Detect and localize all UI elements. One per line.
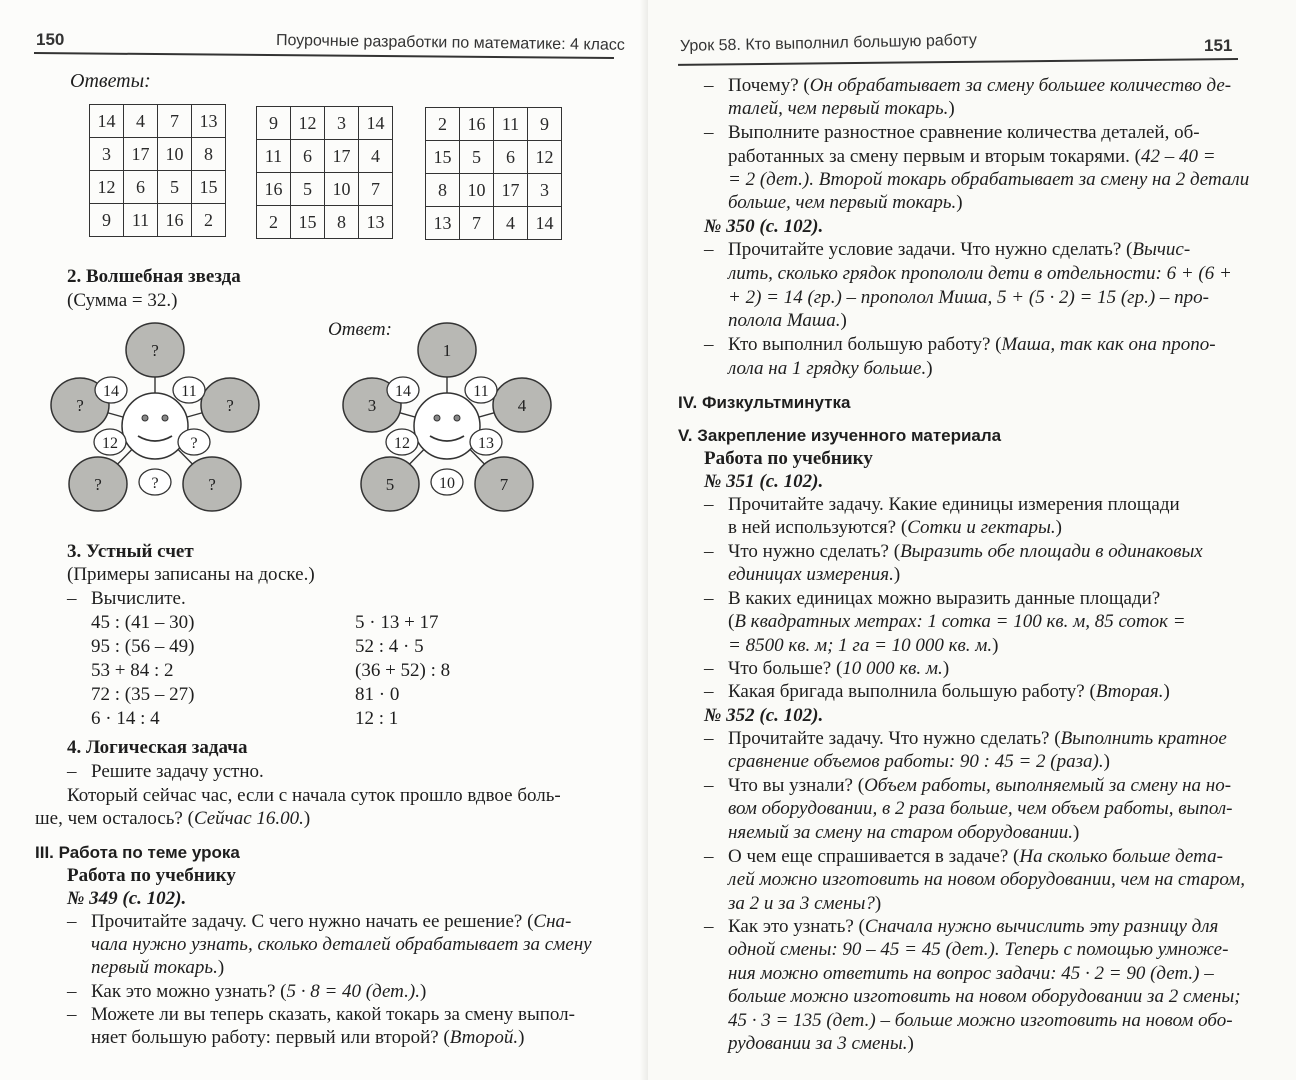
- magic-square-cell: 13: [192, 105, 226, 138]
- star-outer-value: ?: [76, 396, 84, 415]
- section-v-title: V. Закрепление изученного материала: [678, 426, 1002, 445]
- section-3-title: 3. Устный счет: [67, 541, 194, 562]
- running-head: Поурочные разработки по математике: 4 класс: [275, 32, 625, 54]
- star-outer-value: 5: [385, 475, 395, 494]
- magic-square-row: [426, 108, 562, 141]
- magic-square-row: [426, 174, 562, 207]
- magic-square-cell: 14: [528, 207, 562, 240]
- magic-square-2: [256, 106, 393, 239]
- magic-square-cell: 10: [460, 174, 494, 207]
- expression: (36 + 52) : 8: [355, 660, 451, 681]
- section-2-title: 2. Волшебная звезда: [67, 266, 241, 287]
- task-351-q2-end: единицах измерения.): [728, 564, 901, 585]
- star-answer-diagram: [342, 322, 552, 522]
- section-2-note: (Сумма = 32.): [67, 290, 178, 311]
- task-349-q1-end: первый токарь.): [91, 957, 225, 978]
- expression: 81 · 0: [355, 684, 400, 705]
- star-inner-value: 12: [102, 435, 118, 452]
- magic-square-cell: 16: [460, 108, 494, 141]
- task-352-q2-2: вом оборудовании, в 2 раза больше, чем объем работы, выпол-: [728, 798, 1233, 819]
- magic-square-cell: 14: [359, 107, 393, 140]
- task-350-q1-2: лить, сколько грядок пропололи дети в отдельности: 6 + (6 +: [728, 263, 1232, 284]
- magic-square-cell: 6: [124, 171, 158, 204]
- smiley-face: [414, 393, 480, 459]
- star-inner-value: 10: [439, 475, 455, 492]
- task-349-q1-cont: чала нужно узнать, сколько деталей обрабатывает за смену: [91, 934, 592, 955]
- magic-square-row: [90, 171, 226, 204]
- star-outer-value: ?: [226, 396, 234, 415]
- diff-comparison-2: работанных за смену первым и вторым токарями. (42 – 40 =: [728, 146, 1216, 167]
- magic-square-cell: 12: [528, 141, 562, 174]
- magic-square-cell: 11: [124, 204, 158, 237]
- task-351-q1-end: в ней используются? (Сотки и гектары.): [728, 517, 1062, 538]
- magic-square-cell: 13: [426, 207, 460, 240]
- expression: 72 : (35 – 27): [91, 684, 195, 705]
- task-352-q3-3: за 2 и за 3 смены?): [728, 893, 882, 914]
- expression: 12 : 1: [355, 708, 399, 729]
- star-outer-value: 3: [367, 396, 377, 415]
- task-352-q3: – О чем еще спрашивается в задаче? (На сколько больше дета-: [704, 846, 1223, 867]
- magic-square-cell: 4: [124, 105, 158, 138]
- star-outer-value: ?: [94, 475, 102, 494]
- star-outer-value: 1: [442, 341, 452, 360]
- section-4-prompt: – Решите задачу устно.: [67, 761, 264, 782]
- magic-square-cell: 11: [494, 108, 528, 141]
- star-inner-value: ?: [151, 475, 159, 492]
- section-4-title: 4. Логическая задача: [67, 737, 248, 758]
- section-3-note: (Примеры записаны на доске.): [67, 564, 315, 585]
- task-351-q5: – Какая бригада выполнила большую работу? (Вторая.): [704, 681, 1170, 702]
- why-question: – Почему? (Он обрабатывает за смену большее количество де-: [704, 75, 1232, 96]
- section-iii-title: III. Работа по теме урока: [35, 843, 240, 862]
- section-v-subtitle: Работа по учебнику: [704, 448, 873, 469]
- task-352-q3-2: лей можно изготовить на новом оборудовании, чем на старом,: [728, 869, 1246, 890]
- magic-square-cell: 13: [359, 206, 393, 239]
- magic-square-cell: 7: [158, 105, 192, 138]
- task-352-q4-5: 45 · 3 = 135 (дет.) – больше можно изготовить на новом обо-: [728, 1010, 1233, 1031]
- task-352-q4-3: ния можно ответить на вопрос задачи: 45 · 2 = 90 (дет.) –: [728, 963, 1214, 984]
- star-inner-value: 11: [181, 383, 197, 400]
- magic-square-cell: 7: [460, 207, 494, 240]
- magic-square-cell: 8: [192, 138, 226, 171]
- magic-square-cell: 9: [90, 204, 124, 237]
- smiley-face: [122, 393, 188, 459]
- task-352-q2: – Что вы узнали? (Объем работы, выполняемый за смену на но-: [704, 775, 1232, 796]
- task-350-q2-end: лола на 1 грядку больше.): [728, 358, 933, 379]
- magic-square-row: [257, 173, 393, 206]
- task-351-q4: – Что больше? (10 000 кв. м.): [704, 658, 950, 679]
- star-outer-value: ?: [151, 341, 159, 360]
- task-349-q3-end: няет большую работу: первый или второй? (Второй.): [91, 1027, 525, 1048]
- task-352-q4-4: больше можно изготовить на новом оборудовании за 2 смены;: [728, 986, 1241, 1007]
- magic-square-cell: 17: [325, 140, 359, 173]
- task-352-title: № 352 (с. 102).: [704, 705, 824, 726]
- expression: 5 · 13 + 17: [355, 612, 439, 633]
- diff-comparison-3: = 2 (дет.). Второй токарь обрабатывает за смену на 2 детали: [728, 169, 1250, 190]
- star-inner-value: 14: [103, 383, 119, 400]
- magic-square-cell: 12: [90, 171, 124, 204]
- task-351-q3-3: = 8500 кв. м; 1 га = 10 000 кв. м.): [728, 635, 999, 656]
- magic-square-row: [426, 207, 562, 240]
- task-349-q2: – Как это можно узнать? (5 · 8 = 40 (дет.).): [67, 981, 427, 1002]
- magic-square-cell: 10: [325, 173, 359, 206]
- section-4-line1: Который сейчас час, если с начала суток прошло вдвое боль-: [67, 785, 561, 806]
- task-352-q4-2: одной смены: 90 – 45 = 45 (дет.). Теперь с помощью умноже-: [728, 939, 1229, 960]
- magic-square-row: [257, 206, 393, 239]
- magic-square-row: [257, 140, 393, 173]
- magic-square-cell: 16: [158, 204, 192, 237]
- magic-square-cell: 5: [460, 141, 494, 174]
- task-350-q2: – Кто выполнил большую работу? (Маша, так как она пропо-: [704, 334, 1216, 355]
- task-349-q1: – Прочитайте задачу. С чего нужно начать ее решение? (Сна-: [67, 911, 572, 932]
- section-4-line2: ше, чем осталось? (Сейчас 16.00.): [35, 808, 311, 829]
- magic-square-cell: 2: [192, 204, 226, 237]
- magic-square-cell: 3: [90, 138, 124, 171]
- magic-square-cell: 5: [158, 171, 192, 204]
- magic-square-cell: 4: [494, 207, 528, 240]
- task-351-q1: – Прочитайте задачу. Какие единицы измерения площади: [704, 494, 1180, 515]
- magic-square-cell: 4: [359, 140, 393, 173]
- magic-square-cell: 8: [426, 174, 460, 207]
- magic-square-cell: 9: [257, 107, 291, 140]
- magic-square-cell: 15: [192, 171, 226, 204]
- magic-square-cell: 3: [528, 174, 562, 207]
- task-351-q3-2: (В квадратных метрах: 1 сотка = 100 кв. м, 85 соток =: [728, 611, 1186, 632]
- section-3-prompt: – Вычислите.: [67, 588, 186, 609]
- magic-square-cell: 15: [426, 141, 460, 174]
- star-outer-value: ?: [208, 475, 216, 494]
- task-351-title: № 351 (с. 102).: [704, 471, 824, 492]
- diff-comparison-4: больше, чем первый токарь.): [728, 192, 963, 213]
- smiley-eye: [434, 415, 440, 421]
- magic-square-row: [90, 138, 226, 171]
- expression: 53 + 84 : 2: [91, 660, 174, 681]
- magic-square-cell: 11: [257, 140, 291, 173]
- magic-square-row: [90, 105, 226, 138]
- magic-square-cell: 15: [291, 206, 325, 239]
- magic-square-3: [425, 107, 562, 240]
- magic-square-cell: 9: [528, 108, 562, 141]
- smiley-eye: [162, 415, 168, 421]
- magic-square-cell: 7: [359, 173, 393, 206]
- magic-square-cell: 17: [124, 138, 158, 171]
- task-350-q1: – Прочитайте условие задачи. Что нужно сделать? (Вычис-: [704, 239, 1191, 260]
- magic-square-cell: 8: [325, 206, 359, 239]
- smiley-eye: [142, 415, 148, 421]
- star-inner-value: 14: [395, 383, 411, 400]
- star-question-diagram: [50, 322, 260, 522]
- star-inner-value: ?: [190, 435, 198, 452]
- magic-square-cell: 17: [494, 174, 528, 207]
- star-inner-value: 11: [473, 383, 489, 400]
- answers-label: Ответы:: [70, 70, 151, 92]
- diff-comparison: – Выполните разностное сравнение количества деталей, об-: [704, 122, 1200, 143]
- section-iv-title: IV. Физкультминутка: [678, 393, 851, 412]
- magic-square-cell: 10: [158, 138, 192, 171]
- header-rule: [678, 58, 1238, 65]
- magic-square-cell: 6: [494, 141, 528, 174]
- magic-square-cell: 6: [291, 140, 325, 173]
- task-349-q3: – Можете ли вы теперь сказать, какой токарь за смену выпол-: [67, 1004, 575, 1025]
- magic-square-cell: 16: [257, 173, 291, 206]
- magic-square-row: [257, 107, 393, 140]
- magic-square-row: [426, 141, 562, 174]
- task-350-q1-4: полола Маша.): [728, 310, 847, 331]
- expression: 95 : (56 – 49): [91, 636, 195, 657]
- section-iii-subtitle: Работа по учебнику: [67, 865, 236, 886]
- star-answer-label: Ответ:: [328, 319, 392, 340]
- task-352-q2-3: няемый за смену на старом оборудовании.): [728, 822, 1080, 843]
- task-352-q4: – Как это узнать? (Сначала нужно вычислить эту разницу для: [704, 916, 1219, 937]
- magic-square-cell: 2: [426, 108, 460, 141]
- magic-square-cell: 12: [291, 107, 325, 140]
- magic-square-row: [90, 204, 226, 237]
- task-352-q1-end: сравнение объемов работы: 90 : 45 = 2 (раза).): [728, 751, 1110, 772]
- expression: 45 : (41 – 30): [91, 612, 195, 633]
- task-351-q3: – В каких единицах можно выразить данные площади?: [704, 588, 1161, 609]
- task-350-q1-3: + 2) = 14 (гр.) – прополол Миша, 5 + (5 · 2) = 15 (гр.) – про-: [728, 287, 1210, 308]
- magic-square-cell: 5: [291, 173, 325, 206]
- task-350-title: № 350 (с. 102).: [704, 216, 824, 237]
- star-inner-value: 13: [478, 435, 494, 452]
- star-inner-value: 12: [394, 435, 410, 452]
- expression: 6 · 14 : 4: [91, 708, 160, 729]
- running-head: Урок 58. Кто выполнил большую работу: [679, 31, 978, 55]
- star-outer-value: 7: [499, 475, 509, 494]
- task-349-title: № 349 (с. 102).: [67, 888, 187, 909]
- right-page: [648, 0, 1296, 1080]
- task-352-q1: – Прочитайте задачу. Что нужно сделать? (Выполнить кратное: [704, 728, 1227, 749]
- page-number: 150: [36, 30, 65, 49]
- magic-square-cell: 14: [90, 105, 124, 138]
- task-351-q2: – Что нужно сделать? (Выразить обе площади в одинаковых: [704, 541, 1203, 562]
- magic-square-1: [89, 104, 226, 237]
- why-answer-end: талей, чем первый токарь.): [728, 98, 955, 119]
- magic-square-cell: 2: [257, 206, 291, 239]
- magic-square-cell: 3: [325, 107, 359, 140]
- task-352-q4-6: рудовании за 3 смены.): [728, 1033, 914, 1054]
- page-number: 151: [1204, 36, 1233, 55]
- star-outer-value: 4: [517, 396, 527, 415]
- smiley-eye: [454, 415, 460, 421]
- expression: 52 : 4 · 5: [355, 636, 424, 657]
